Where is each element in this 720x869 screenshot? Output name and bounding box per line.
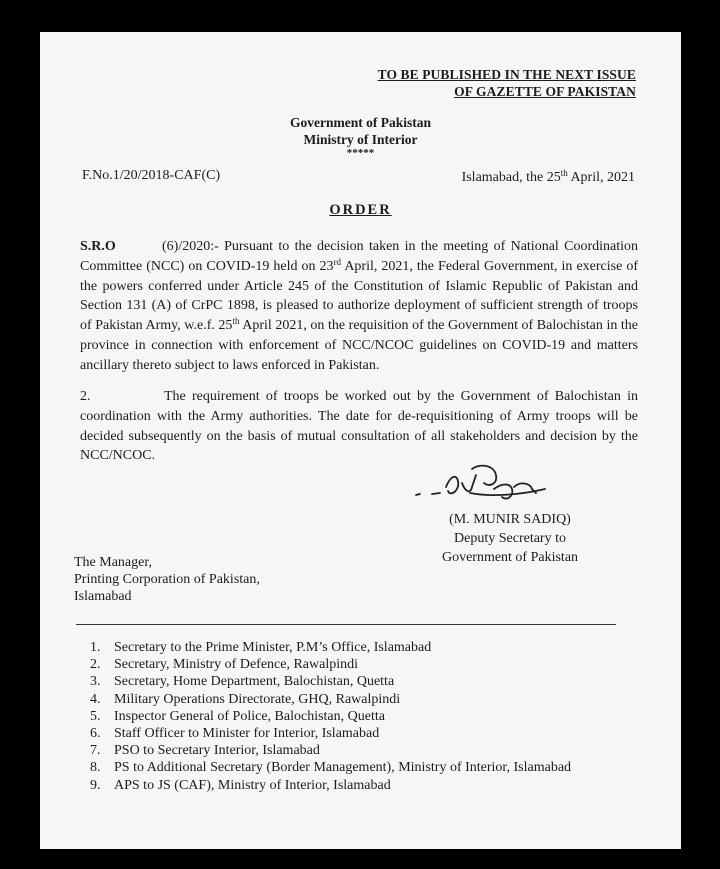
list-item-text: Secretary, Home Department, Balochistan, Quetta — [114, 674, 395, 690]
paragraph-1-text-b: April, 2021, the Federal Government, in exercise of the powers conferred under Article 245 of the Constitution of Islamic Republic of Pakistan and Section 131 (A) of CrPC 1898, is pleased to authorize deployment of sufficient strength of troops of Pakistan Army, w.e.f. 25 — [80, 258, 638, 334]
signatory-organization: Government of Pakistan — [441, 550, 579, 565]
government-name: Government of Pakistan — [290, 115, 431, 130]
list-item — [90, 639, 571, 656]
paragraph-2-number: 2. — [80, 389, 91, 404]
list-item-number: 6. — [90, 725, 101, 741]
addressee-line-2: Printing Corporation of Pakistan, — [74, 572, 260, 587]
gazette-notice-line-2: OF GAZETTE OF PAKISTAN — [454, 84, 636, 99]
letterhead — [40, 114, 681, 159]
list-item-text: Military Operations Directorate, GHQ, Rawalpindi — [114, 691, 401, 707]
list-item-text: PS to Additional Secretary (Border Management), Ministry of Interior, Islamabad — [114, 760, 572, 776]
header-stars: ***** — [346, 147, 375, 159]
list-item-number: 3. — [90, 674, 101, 690]
addressee-line-1: The Manager, — [74, 555, 152, 570]
list-item-number: 2. — [90, 657, 101, 673]
signatory-name: (M. MUNIR SADIQ) — [449, 512, 571, 527]
gazette-notice — [378, 66, 636, 100]
signatory-title: Deputy Secretary to — [454, 531, 566, 546]
list-item-text: Inspector General of Police, Balochistan, Quetta — [114, 708, 385, 724]
list-item-number: 5. — [90, 708, 101, 724]
list-item-number: 8. — [90, 760, 101, 776]
list-item-text: Staff Officer to Minister for Interior, Islamabad — [114, 725, 380, 741]
issue-date — [462, 170, 635, 186]
list-item-text: Secretary, Ministry of Defence, Rawalpindi — [114, 657, 359, 673]
list-item-text: PSO to Secretary Interior, Islamabad — [114, 743, 320, 759]
list-item-number: 7. — [90, 743, 101, 759]
signatory-block — [420, 510, 600, 567]
list-item — [90, 742, 571, 759]
sro-label: S.R.O — [80, 239, 116, 254]
list-item — [90, 725, 571, 742]
addressee-line-3: Islamabad — [74, 589, 132, 604]
addressee-block — [74, 554, 260, 605]
list-item — [90, 656, 571, 673]
paragraph-2-text: The requirement of troops be worked out by the Government of Balochistan in coordination with the Army authorities. The date for de-requisitioning of Army troops will be decided subsequently on the basis of mutual consultation of all stakeholders and decision by the NCC/NCOC. — [80, 389, 638, 464]
paragraph-2 — [80, 387, 638, 466]
order-title: ORDER — [329, 202, 392, 218]
ministry-name: Ministry of Interior — [303, 132, 418, 147]
list-item — [90, 673, 571, 690]
list-item — [90, 759, 571, 776]
signature-icon — [410, 457, 585, 517]
divider-line — [76, 624, 616, 625]
paragraph-1-text-a: (6)/2020:- Pursuant to the decision taken in the meeting of National Coordination Committee (NCC) on COVID-19 held on 23 — [80, 239, 638, 274]
document-page — [40, 32, 681, 849]
paragraph-1-ordinal-a: rd — [333, 256, 342, 267]
date-prefix: Islamabad, the 25 — [461, 170, 561, 185]
list-item-number: 1. — [90, 640, 101, 655]
list-item-number: 9. — [90, 777, 101, 793]
list-item — [90, 708, 571, 725]
date-suffix: April, 2021 — [567, 170, 635, 185]
date-ordinal: th — [560, 168, 568, 178]
copy-list — [90, 639, 571, 794]
list-item — [90, 777, 571, 794]
list-item-text: Secretary to the Prime Minister, P.M’s Office, Islamabad — [114, 640, 432, 655]
gazette-notice-line-1: TO BE PUBLISHED IN THE NEXT ISSUE — [377, 67, 636, 82]
paragraph-1 — [80, 237, 638, 376]
file-number: F.No.1/20/2018-CAF(C) — [82, 168, 221, 183]
paragraph-1-ordinal-b: th — [232, 316, 240, 327]
list-item-number: 4. — [90, 691, 101, 707]
paragraph-1-text-c: April 2021, on the requisition of the Government of Balochistan in the province in connection with enforcement of NCC/NCOC guidelines on COVID-19 and matters ancillary thereto subject to laws enforced in Pakistan. — [80, 318, 639, 373]
list-item-text: APS to JS (CAF), Ministry of Interior, Islamabad — [114, 777, 391, 793]
list-item — [90, 691, 571, 708]
